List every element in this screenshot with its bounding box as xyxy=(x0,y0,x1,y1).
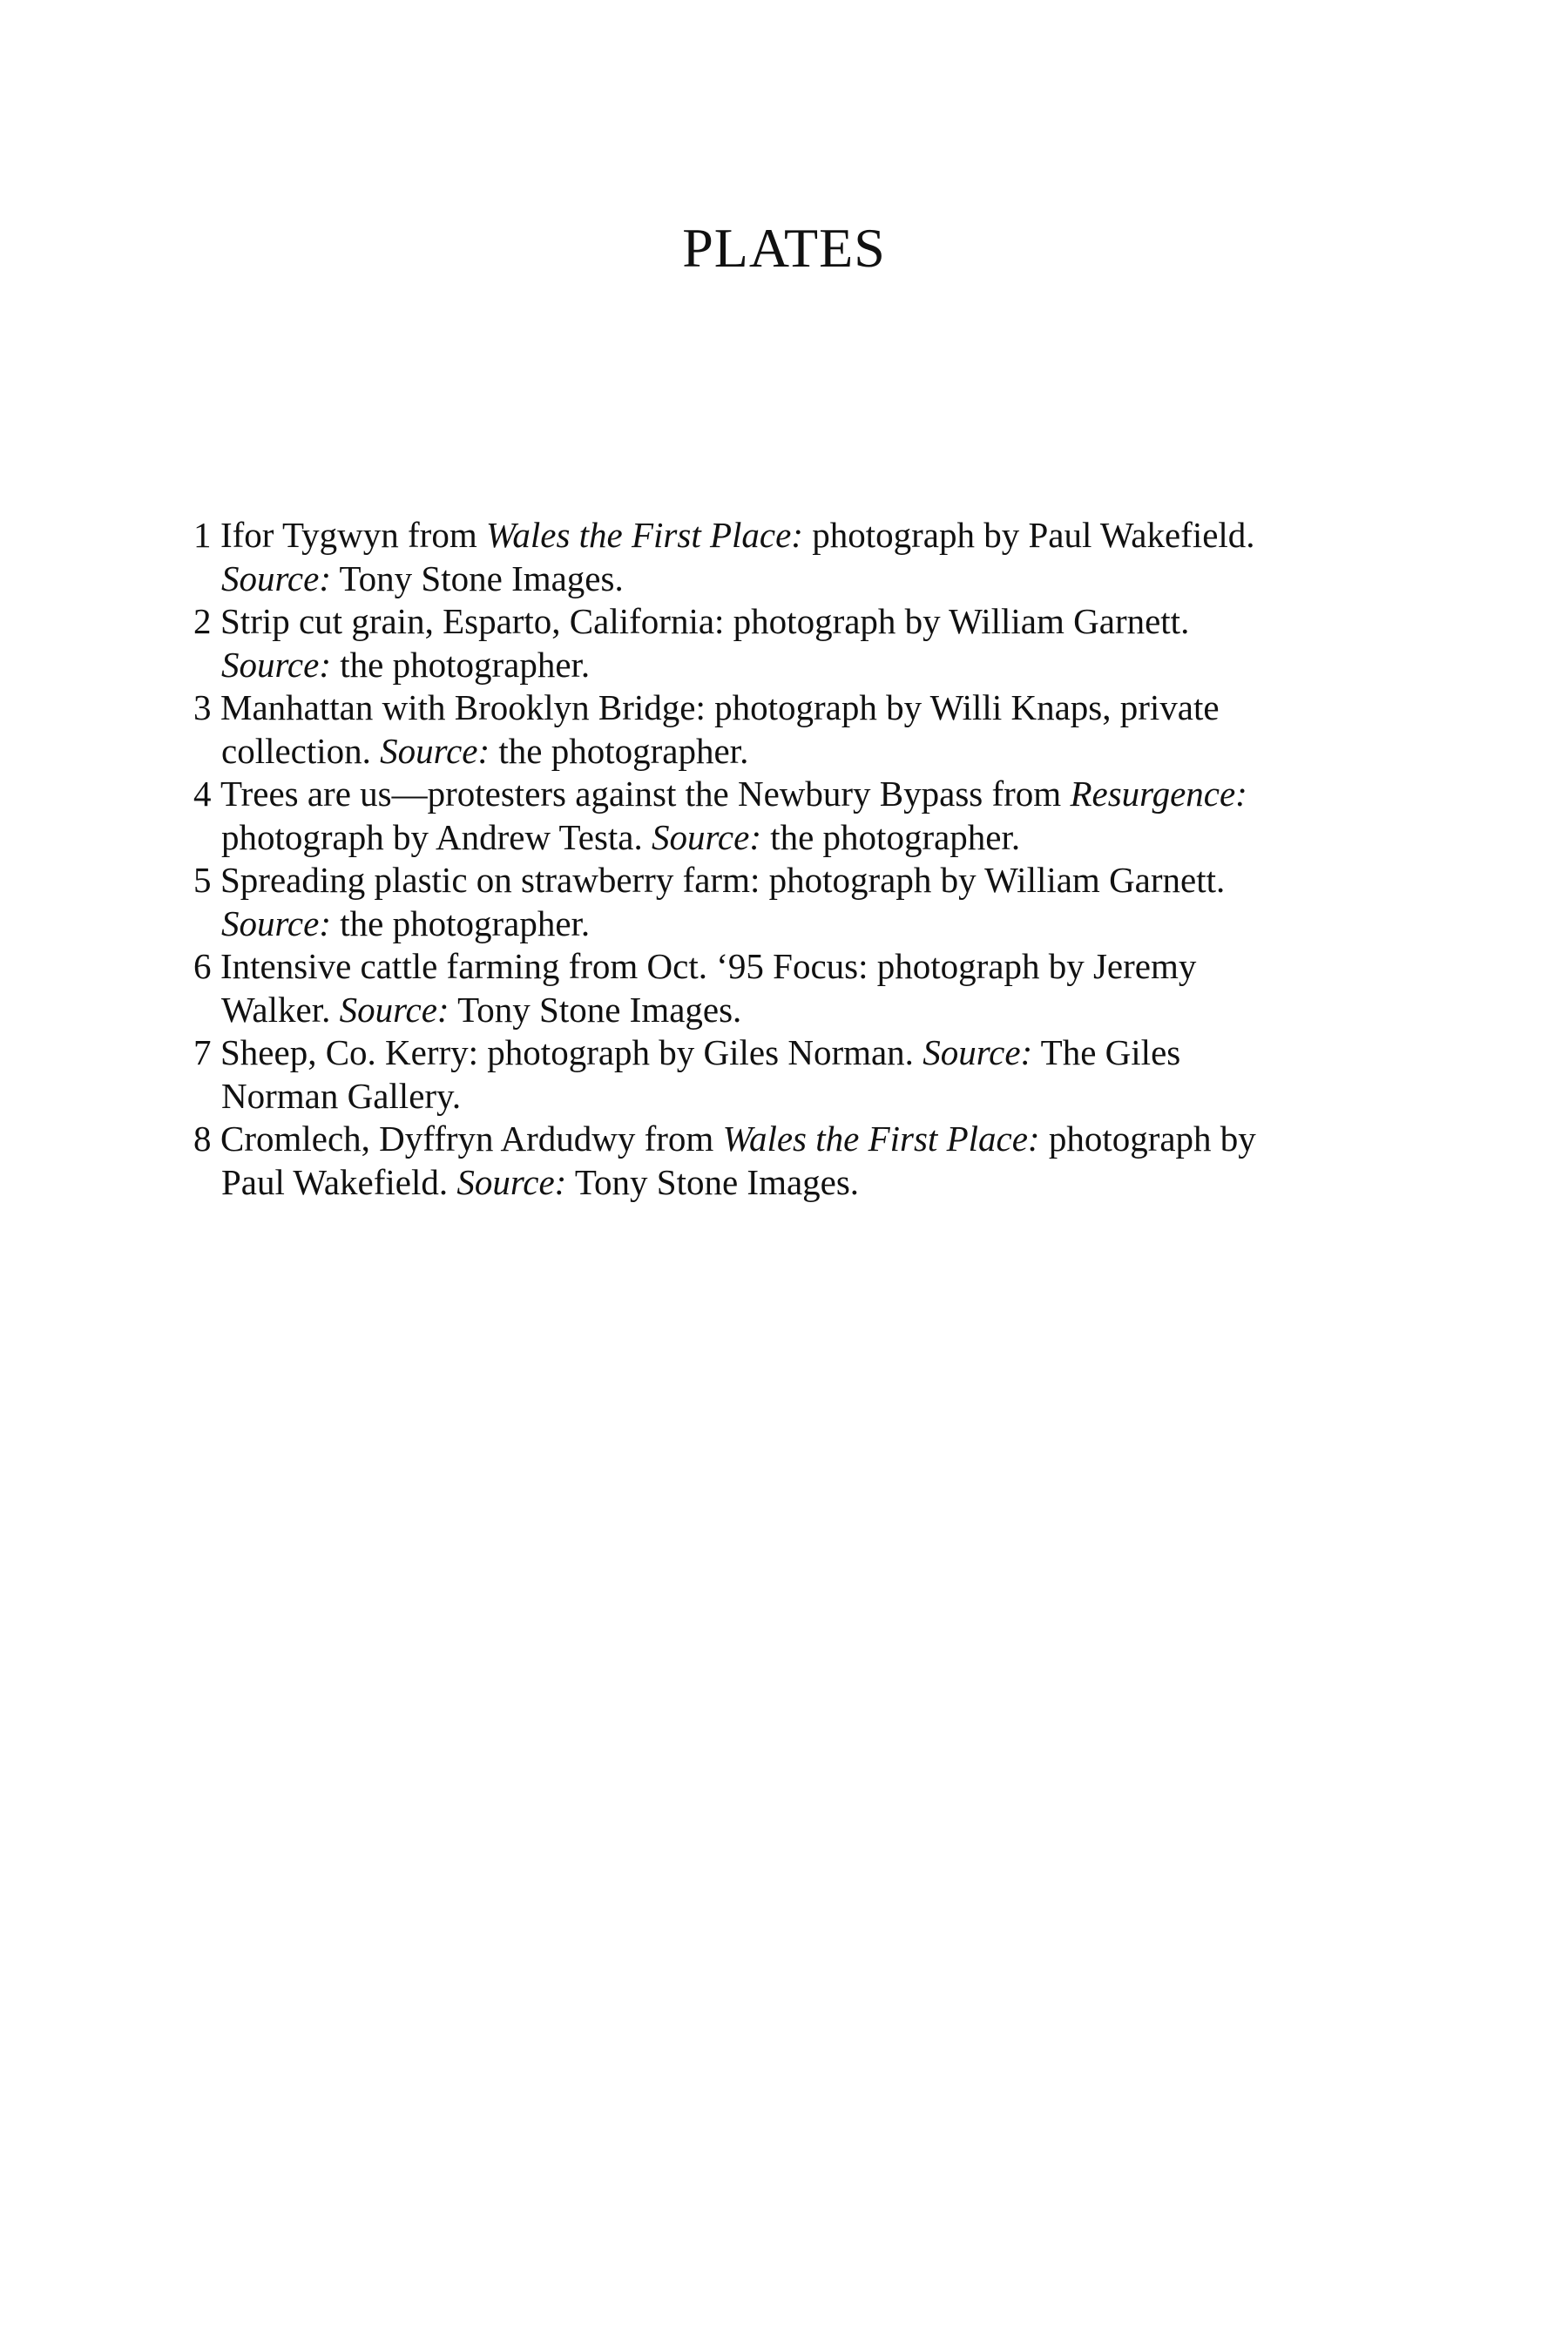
caption-source-value: The Giles xyxy=(1032,1032,1181,1072)
caption-source-label: Source: xyxy=(221,558,331,598)
plate-number: 3 xyxy=(193,687,212,727)
plate-item-2 xyxy=(193,600,1413,686)
caption-source-label: Source: xyxy=(651,816,761,857)
plate-caption-line-2 xyxy=(220,730,1413,774)
caption-text: Cromlech, Dyffryn Ardudwy from xyxy=(220,1119,723,1159)
plate-caption-line-1 xyxy=(220,773,1413,816)
plates-list xyxy=(193,514,1413,1204)
plate-caption-line-1 xyxy=(220,514,1413,558)
plate-caption-line-2 xyxy=(220,1075,1413,1119)
caption-text: photograph by Paul Wakefield. xyxy=(802,515,1255,555)
caption-text: photograph by xyxy=(1039,1119,1256,1159)
plate-item-3 xyxy=(193,686,1413,773)
plate-item-1 xyxy=(193,514,1413,600)
caption-source-value: the photographer. xyxy=(490,730,749,771)
caption-text: Strip cut grain, Esparto, California: photograph by William Garnett. xyxy=(220,601,1190,641)
caption-text: Sheep, Co. Kerry: photograph by Giles Norman. xyxy=(220,1032,923,1072)
plate-item-6 xyxy=(193,945,1413,1031)
plate-number: 1 xyxy=(193,515,212,555)
caption-text: Walker. xyxy=(221,989,340,1030)
plate-number: 4 xyxy=(193,774,212,814)
caption-text: Paul Wakefield. xyxy=(221,1161,457,1202)
caption-text: Ifor Tygwyn from xyxy=(220,515,486,555)
plate-item-7 xyxy=(193,1031,1413,1118)
plate-caption-line-1 xyxy=(220,945,1413,989)
caption-source-value: Norman Gallery. xyxy=(221,1075,462,1116)
plate-item-5 xyxy=(193,859,1413,945)
caption-source-value: Tony Stone Images. xyxy=(449,989,742,1030)
caption-text: Spreading plastic on strawberry farm: photograph by William Garnett. xyxy=(220,860,1226,900)
plate-number: 5 xyxy=(193,860,212,900)
plate-caption-line-2 xyxy=(220,644,1413,687)
plate-caption-line-1 xyxy=(220,859,1413,902)
caption-text: Trees are us—protesters against the Newbury Bypass from xyxy=(220,774,1071,814)
caption-source-value: the photographer. xyxy=(760,816,1021,857)
caption-text: photograph by Andrew Testa. xyxy=(221,816,652,857)
caption-source-label: Source: xyxy=(380,730,490,771)
caption-source-label: Source: xyxy=(339,989,449,1030)
caption-italic-title: Resurgence: xyxy=(1070,774,1247,814)
caption-source-label: Source: xyxy=(221,902,331,943)
caption-text: Manhattan with Brooklyn Bridge: photograph by Willi Knaps, private xyxy=(220,687,1220,727)
plate-caption-line-1 xyxy=(220,1118,1413,1161)
caption-italic-title: Wales the First Place: xyxy=(722,1119,1040,1159)
plate-caption-line-2 xyxy=(220,1161,1413,1205)
plate-caption-line-2 xyxy=(220,902,1413,946)
plate-caption-line-2 xyxy=(220,816,1413,860)
plate-number: 7 xyxy=(193,1032,212,1072)
plate-caption-line-1 xyxy=(220,1031,1413,1075)
plate-item-4 xyxy=(193,773,1413,859)
page-title: PLATES xyxy=(682,217,886,279)
caption-source-label: Source: xyxy=(923,1032,1033,1072)
plate-number: 8 xyxy=(193,1119,212,1159)
caption-text: collection. xyxy=(221,730,381,771)
plate-number: 2 xyxy=(193,601,212,641)
caption-text: Intensive cattle farming from Oct. ‘95 Focus: photograph by Jeremy xyxy=(220,946,1197,986)
plate-item-8 xyxy=(193,1118,1413,1204)
caption-source-value: the photographer. xyxy=(330,902,591,943)
caption-source-label: Source: xyxy=(456,1161,567,1202)
plate-caption-line-1 xyxy=(220,686,1413,730)
caption-source-value: Tony Stone Images. xyxy=(566,1161,860,1202)
caption-source-value: Tony Stone Images. xyxy=(330,558,624,598)
caption-source-label: Source: xyxy=(221,644,331,685)
caption-source-value: the photographer. xyxy=(330,644,591,685)
plate-number: 6 xyxy=(193,946,212,986)
plate-caption-line-1 xyxy=(220,600,1413,644)
plate-caption-line-2 xyxy=(220,558,1413,601)
plate-caption-line-2 xyxy=(220,989,1413,1032)
caption-italic-title: Wales the First Place: xyxy=(485,515,803,555)
